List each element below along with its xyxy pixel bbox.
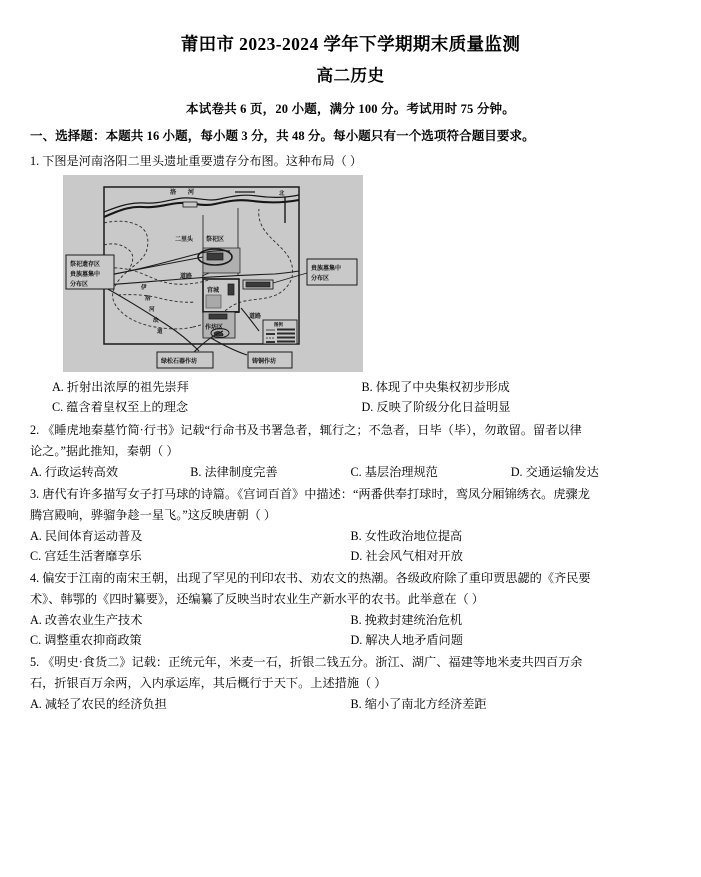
- map-label-old-river-5: 道: [157, 329, 163, 336]
- bottom-callout-label-2: 铸铜作坊: [252, 359, 277, 366]
- question-1-options: [30, 378, 671, 418]
- question-2-option-b[interactable]: B. 法律制度完善: [190, 464, 278, 479]
- map-svg: [63, 175, 363, 372]
- map-legend-title: 图例: [274, 322, 283, 328]
- exam-info-note: 本试卷共 6 页，20 小题，满分 100 分。考试用时 75 分钟。: [186, 101, 515, 116]
- question-5-option-b[interactable]: B. 缩小了南北方经济差距: [350, 696, 487, 711]
- question-4-option-c[interactable]: C. 调整重农抑商政策: [30, 632, 142, 647]
- map-label-palace-city: 宫城: [207, 288, 220, 295]
- question-5-text-1: 《明史·食货二》记载：正统元年，米麦一石，折银二钱五分。浙江、湖广、福建等地米麦共四百万余: [42, 655, 583, 670]
- question-3-stem-line-2: 腾宫殿响，骅骝争趁一星飞。”这反映唐朝（ ）: [30, 508, 277, 523]
- question-4-option-b[interactable]: B. 挽救封建统治危机: [350, 612, 463, 627]
- page-subtitle: 高二历史: [316, 66, 385, 85]
- question-2-stem-line-1: [30, 421, 671, 441]
- question-2-number: 2.: [30, 422, 40, 437]
- question-4-number: 4.: [30, 571, 40, 586]
- palace-east-block: [228, 284, 234, 295]
- map-label-ritual-area: 祭祀区: [206, 237, 225, 244]
- question-2-options: [30, 463, 671, 483]
- question-3-option-d[interactable]: D. 社会风气相对开放: [350, 548, 463, 563]
- river-island: [183, 202, 197, 207]
- palace-inner-court: [206, 295, 221, 308]
- right-callout-line-1: 贵族墓集中: [311, 266, 342, 273]
- map-label-old-river-3: 河: [149, 307, 155, 314]
- question-1: [30, 152, 671, 418]
- map-label-old-river-1: 伊: [141, 285, 147, 292]
- question-1-stem: [30, 152, 671, 172]
- question-3-number: 3.: [30, 487, 40, 502]
- question-5-options: [30, 695, 671, 715]
- section-heading-multiple-choice: 一、选择题：本题共 16 小题，每小题 3 分，共 48 分。每小题只有一个选项符合题目要求。: [30, 128, 535, 143]
- question-1-option-c[interactable]: C. 蕴含着皇权至上的理念: [52, 400, 189, 415]
- question-1-figure: [63, 175, 363, 372]
- erlitou-site-map: [63, 175, 363, 372]
- question-1-option-d[interactable]: D. 反映了阶级分化日益明显: [361, 400, 511, 415]
- ritual-core: [207, 253, 223, 260]
- left-callout-line-1: 祭祀遗存区: [70, 262, 101, 269]
- map-label-road-2: 道路: [249, 314, 262, 321]
- question-3: [30, 485, 671, 566]
- question-3-option-a[interactable]: A. 民间体育运动普及: [30, 528, 143, 543]
- map-label-river: 洛 河: [170, 189, 200, 197]
- question-4-option-d[interactable]: D. 解决人地矛盾问题: [350, 632, 463, 647]
- map-label-road-1: 道路: [180, 274, 193, 281]
- map-label-site-name: 二里头: [175, 237, 194, 244]
- map-label-north: 北: [279, 191, 285, 198]
- question-1-text: 下图是河南洛阳二里头遗址重要遗存分布图。这种布局（ ）: [42, 153, 363, 168]
- question-5-option-a[interactable]: A. 减轻了农民的经济负担: [30, 696, 167, 711]
- page-title: 莆田市 2023-2024 学年下学期期末质量监测: [180, 34, 521, 54]
- question-2-stem-line-2: 论之。”据此推知，秦朝（ ）: [30, 443, 179, 458]
- east-tomb-marker: [246, 282, 270, 287]
- question-3-options: [30, 527, 671, 567]
- question-2: [30, 421, 671, 482]
- question-3-option-c[interactable]: C. 宫廷生活奢靡享乐: [30, 548, 142, 563]
- question-4-option-a[interactable]: A. 改善农业生产技术: [30, 612, 143, 627]
- workshop-marker: [209, 314, 227, 319]
- question-5-stem-line-2: 石，折银百万余两，入内承运库，其后概行于天下。上述措施（ ）: [30, 676, 387, 691]
- bottom-callout-label-1: 绿松石器作坊: [161, 359, 198, 366]
- question-5: [30, 653, 671, 714]
- question-4-options: [30, 611, 671, 651]
- question-3-option-b[interactable]: B. 女性政治地位提高: [350, 528, 463, 543]
- question-5-number: 5.: [30, 655, 40, 670]
- question-2-option-c[interactable]: C. 基层治理规范: [350, 464, 438, 479]
- question-2-text-1: 《睡虎地秦墓竹简·行书》记载“行命书及书署急者，辄行之；不急者，日毕（毕），勿敢留。留者以律: [42, 422, 582, 437]
- right-callout-line-2: 分布区: [311, 276, 330, 283]
- question-1-option-b[interactable]: B. 体现了中央集权初步形成: [361, 380, 510, 395]
- question-4-stem-line-2: 术》、韩鄂的《四时纂要》，还编纂了反映当时农业生产新水平的农书。此举意在（ ）: [30, 592, 484, 607]
- map-label-old-river-4: 故: [153, 318, 159, 325]
- question-3-text-1: 唐代有许多描写女子打马球的诗篇。《宫词百首》中描述：“两番供奉打球时，鸾凤分厢锦绣衣。虎骤龙: [42, 487, 590, 502]
- question-1-option-a[interactable]: A. 折射出浓厚的祖先崇拜: [52, 380, 189, 395]
- question-2-option-a[interactable]: A. 行政运转高效: [30, 464, 119, 479]
- question-1-number: 1.: [30, 153, 40, 168]
- map-label-workshop-area: 作坊区: [205, 325, 224, 332]
- left-callout-line-2: 贵族墓集中: [70, 272, 101, 279]
- question-4-stem-line-1: [30, 569, 671, 589]
- map-label-old-river-2: 洛: [145, 296, 151, 303]
- question-2-option-d[interactable]: D. 交通运输发达: [510, 464, 599, 479]
- question-5-stem-line-1: [30, 653, 671, 673]
- question-3-stem-line-1: [30, 485, 671, 505]
- question-4: [30, 569, 671, 650]
- question-4-text-1: 偏安于江南的南宋王朝，出现了罕见的刊印农书、劝农文的热潮。各级政府除了重印贾思勰的《齐民要: [42, 571, 591, 586]
- left-callout-line-3: 分布区: [70, 282, 89, 289]
